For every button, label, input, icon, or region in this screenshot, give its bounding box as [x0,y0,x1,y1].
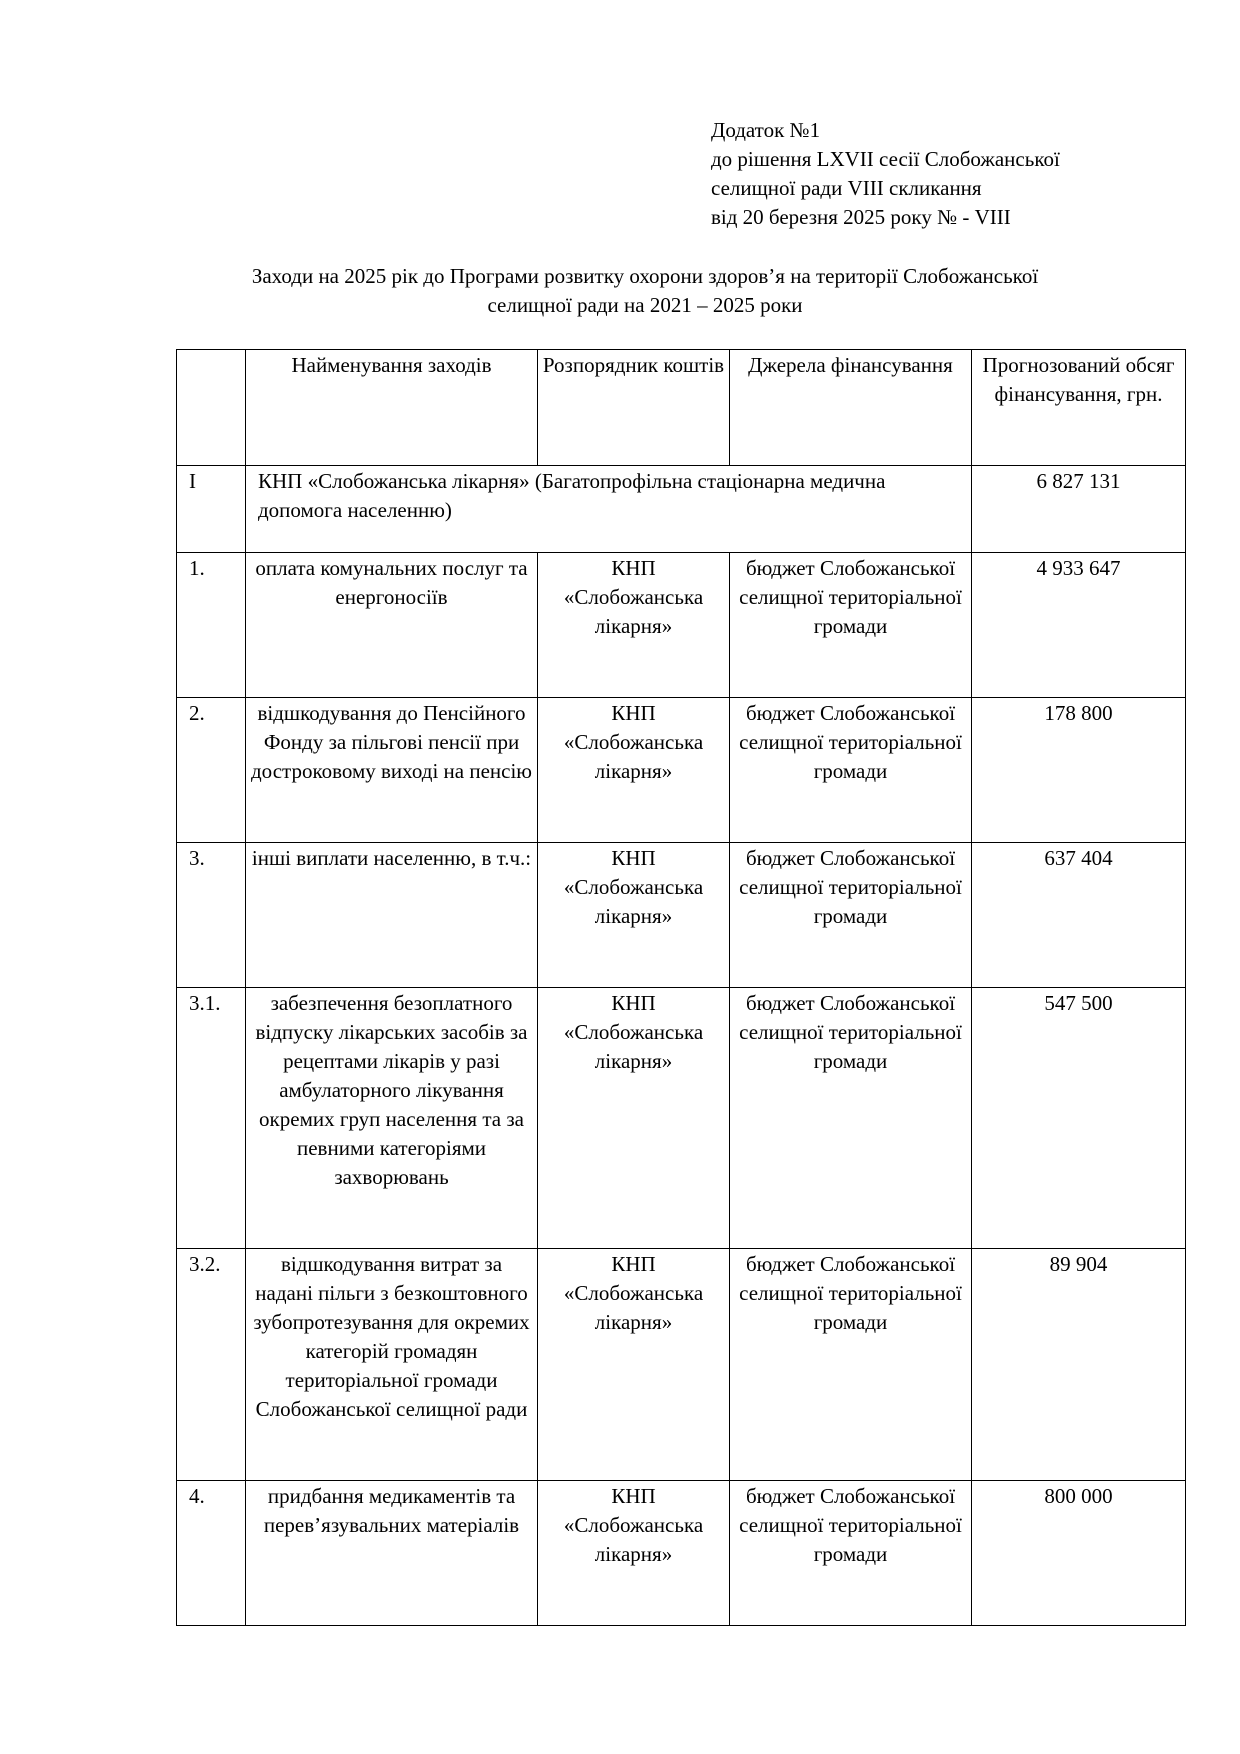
row-manager: КНП «Слобожанська лікарня» [538,698,730,843]
row-amount: 800 000 [972,1481,1186,1626]
appendix-header [711,116,1151,232]
section-name: КНП «Слобожанська лікарня» (Багатопрофільна стаціонарна медична допомога населенню) [246,466,972,553]
header-amount: Прогнозований обсяг фінансування, грн. [972,350,1186,466]
table-row [177,553,1186,698]
header-source: Джерела фінансування [730,350,972,466]
row-num: 2. [177,698,246,843]
section-amount: 6 827 131 [972,466,1186,553]
title-line-1: Заходи на 2025 рік до Програми розвитку охорони здоров’я на території Слобожанської [251,264,1039,288]
row-manager: КНП «Слобожанська лікарня» [538,843,730,988]
table-row [177,1249,1186,1481]
row-manager: КНП «Слобожанська лікарня» [538,553,730,698]
row-source: бюджет Слобожанської селищної територіальної громади [730,1481,972,1626]
measures-table [176,349,1186,1626]
table-row [177,698,1186,843]
table-row [177,1481,1186,1626]
table-header-row [177,350,1186,466]
row-source: бюджет Слобожанської селищної територіальної громади [730,843,972,988]
row-name: оплата комунальних послуг та енергоносіїв [246,553,538,698]
row-num: 3.1. [177,988,246,1249]
header-manager: Розпорядник коштів [538,350,730,466]
row-amount: 4 933 647 [972,553,1186,698]
row-num: 3. [177,843,246,988]
row-source: бюджет Слобожанської селищної територіальної громади [730,988,972,1249]
row-amount: 178 800 [972,698,1186,843]
document-title [150,262,1140,320]
row-manager: КНП «Слобожанська лікарня» [538,988,730,1249]
row-amount: 637 404 [972,843,1186,988]
section-row [177,466,1186,553]
table-row [177,843,1186,988]
row-num: 1. [177,553,246,698]
row-name: відшкодування витрат за надані пільги з безкоштовного зубопротезування для окремих категорій громадян територіальної громади Слобожанської селищної ради [246,1249,538,1481]
row-source: бюджет Слобожанської селищної територіальної громади [730,1249,972,1481]
header-num [177,350,246,466]
row-name: відшкодування до Пенсійного Фонду за пільгові пенсії при достроковому виході на пенсію [246,698,538,843]
row-amount: 547 500 [972,988,1186,1249]
row-name: інші виплати населенню, в т.ч.: [246,843,538,988]
decision-reference: до рішення LXVII сесії Слобожанської [711,147,1060,171]
row-manager: КНП «Слобожанська лікарня» [538,1249,730,1481]
section-num: І [177,466,246,553]
row-source: бюджет Слобожанської селищної територіальної громади [730,553,972,698]
row-amount: 89 904 [972,1249,1186,1481]
title-line-2: селищної ради на 2021 – 2025 роки [487,293,803,317]
row-source: бюджет Слобожанської селищної територіальної громади [730,698,972,843]
council-convocation: селищної ради VIII скликання [711,176,982,200]
row-name: забезпечення безоплатного відпуску лікарських засобів за рецептами лікарів у разі амбулаторного лікування окремих груп населення та за певними категоріями захворювань [246,988,538,1249]
header-name: Найменування заходів [246,350,538,466]
appendix-number: Додаток №1 [711,118,821,142]
row-num: 3.2. [177,1249,246,1481]
table-row [177,988,1186,1249]
decision-date: від 20 березня 2025 року № - VIII [711,205,1011,229]
row-manager: КНП «Слобожанська лікарня» [538,1481,730,1626]
row-name: придбання медикаментів та перев’язувальних матеріалів [246,1481,538,1626]
row-num: 4. [177,1481,246,1626]
